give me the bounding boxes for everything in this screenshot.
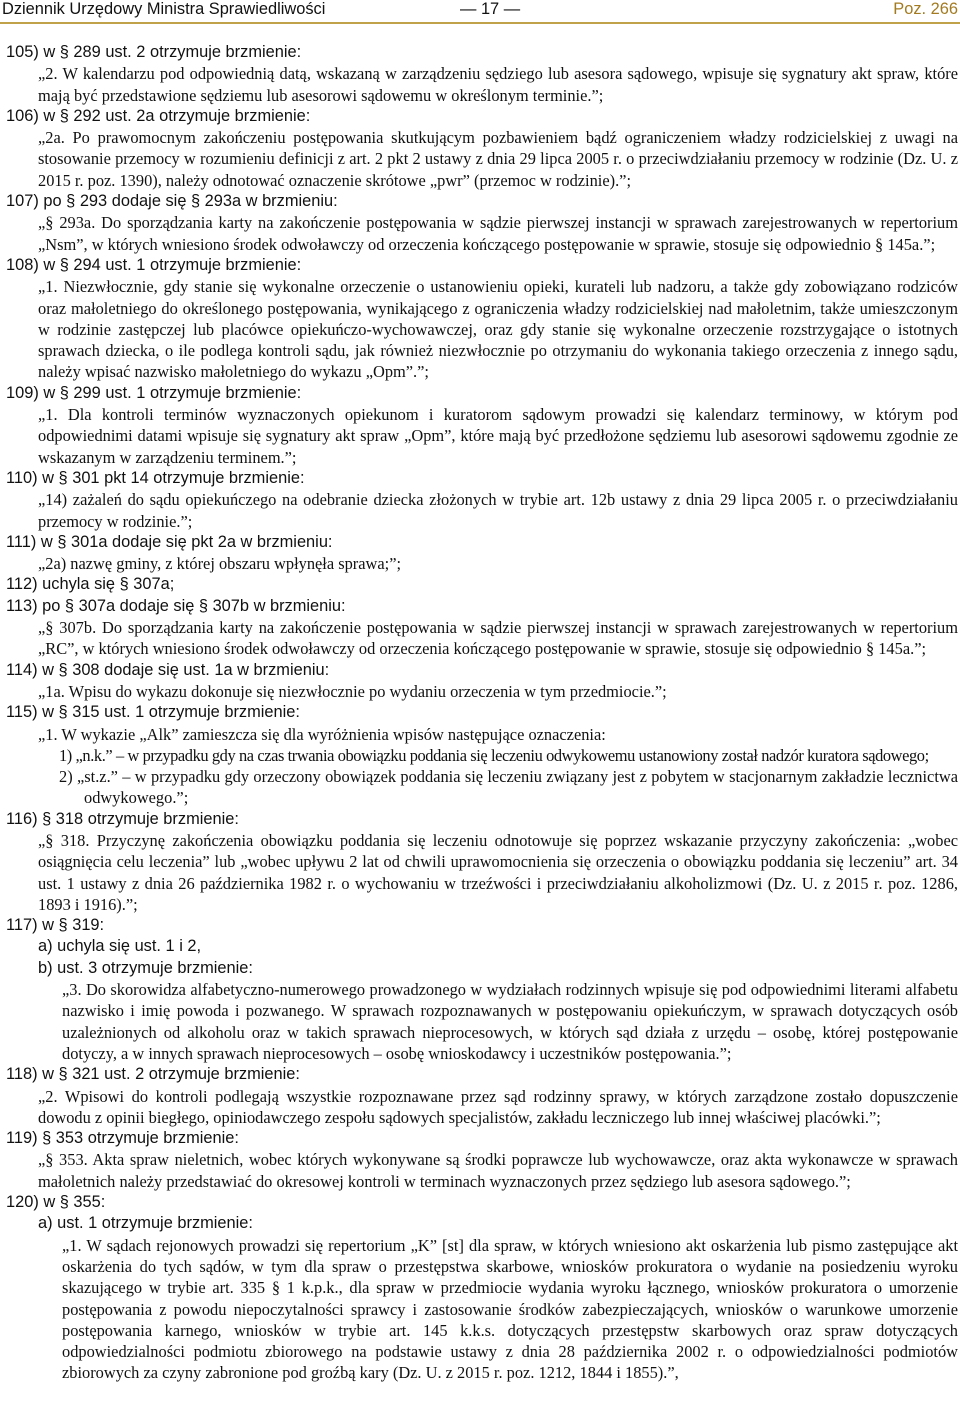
amendment-heading: 106) w § 292 ust. 2a otrzymuje brzmienie: (6, 106, 311, 125)
amendment-text: „2a) nazwę gminy, z której obszaru wpłynęła sprawa;”; (38, 554, 402, 574)
amendment-text: „1. Dla kontroli terminów wyznaczonych opiekunom i kuratorom sądowym prowadzi się kalendarz terminowy, w którym pod odpowiednimi datami wpisuje się sygnatury akt spraw „Opm”, które mają być przedłożone sędziemu lub asesorowi sądowemu zgodnie ze wskazanym w zarządzeniu terminem.”; (38, 405, 958, 467)
amendment-116 (0, 809, 958, 915)
amendment-subpoint-a: a) ust. 1 otrzymuje brzmienie: (38, 1214, 253, 1233)
amendment-text: „§ 293a. Do sporządzania karty na zakończenie postępowania w sądzie pierwszej instancji w sprawach zarejestrowanych w repertorium „Nsm”, w których wniesiono środek odwoławczy od orzeczenia kończącego postępowanie w sprawie, stosuje się odpowiednio § 145a.”; (38, 213, 958, 254)
amendment-107 (0, 191, 958, 255)
position-number: Poz. 266 (893, 0, 958, 18)
amendment-112 (0, 574, 958, 595)
amendment-heading: 114) w § 308 dodaje się ust. 1a w brzmieniu: (6, 660, 330, 679)
amendment-heading: 119) § 353 otrzymuje brzmienie: (6, 1129, 239, 1148)
amendment-heading: 105) w § 289 ust. 2 otrzymuje brzmienie: (6, 43, 302, 61)
amendment-heading: 111) w § 301a dodaje się pkt 2a w brzmieniu: (6, 532, 333, 551)
amendment-text: „1. Niezwłocznie, gdy stanie się wykonalne orzeczenie o ustanowieniu opieki, kurateli lub nadzoru, a także gdy zobowiązano rodziców oraz małoletniego do określonego postępowania, wynikającego z ograniczenia władzy rodzicielskiej nad małoletnim, także umieszczonym w rodzinie zastępczej lub placówce opiekuńczo-wychowawczej, oraz gdy stanie się wykonalne orzeczenie rozstrzygające o istotnych sprawach dziecka, o ile podlega kontroli sądu, jak również niezwłocznie po otrzymaniu do wykonania takiego orzeczenia z innego sądu, należy wpisać nazwisko małoletniego do wykazu „Opm”.”; (38, 277, 958, 382)
page-number: — 17 — (460, 0, 521, 18)
amendment-subpoint-a: a) uchyla się ust. 1 i 2, (38, 937, 202, 956)
amendment-heading: 117) w § 319: (6, 916, 105, 935)
amendment-114 (0, 660, 958, 703)
amendment-heading: 113) po § 307a dodaje się § 307b w brzmieniu: (6, 596, 346, 615)
document-body (0, 42, 958, 1384)
amendment-119 (0, 1128, 958, 1192)
amendment-heading: 115) w § 315 ust. 1 otrzymuje brzmienie: (6, 703, 300, 722)
amendment-heading: 110) w § 301 pkt 14 otrzymuje brzmienie: (6, 468, 305, 487)
header-rule (0, 22, 960, 24)
amendment-120 (0, 1192, 958, 1384)
amendment-heading: 116) § 318 otrzymuje brzmienie: (6, 809, 239, 828)
amendment-text: „1a. Wpisu do wykazu dokonuje się niezwłocznie po wydaniu orzeczenia w tym przedmiocie.”; (38, 681, 667, 701)
amendment-115 (0, 702, 958, 808)
amendment-heading: 120) w § 355: (6, 1193, 106, 1212)
amendment-110 (0, 468, 958, 532)
amendment-text: „§ 318. Przyczynę zakończenia obowiązku poddania się leczeniu odnotowuje się poprzez wskazanie przyczyny zakończenia: „wobec osiągnięcia celu leczenia” lub „wobec upływu 2 lat od chwili uprawomocnienia się orzeczenia o obowiązku poddania się leczeniu” art. 34 ust. 1 ustawy z dnia 26 października 1982 r. o wychowaniu w trzeźwości i przeciwdziałaniu alkoholizmowi (Dz. U. z 2015 r. poz. 1286, 1893 i 1916).”; (38, 830, 958, 914)
amendment-111 (0, 532, 958, 575)
amendment-text: „§ 353. Akta spraw nieletnich, wobec których wykonywane są środki poprawcze lub wychowawcze, oraz akta wykonawcze w sprawach małoletnich należy przedstawiać do okresowej kontroli w terminach wyznaczonych przez sędziego lub asesora sądowego.”; (38, 1150, 958, 1191)
amendment-text: „3. Do skorowidza alfabetyczno-numerowego prowadzonego w wydziałach rodzinnych wpisuje się pod odpowiednimi literami alfabetu nazwisko i imię powoda i pozwanego. W sprawach rozpoznawanych w postępowaniu opiekuńczym, w sprawach dotyczących osób uzależnionych od alkoholu oraz w takich sprawach nieprocesowych, w których sąd działa z urzędu – osobę, której postępowanie dotyczy, a w innych sprawach nieprocesowych – osobę wnioskodawcy i uczestników postępowania.”; (62, 980, 958, 1063)
amendment-text: „2. Wpisowi do kontroli podlegają wszystkie rozpoznawane przez sąd rodzinny sprawy, w których zarządzone zostało dopuszczenie dowodu z opinii biegłego, opiniodawczego zespołu sądowych specjalistów, zakładu leczniczego lub innej właściwej placówki.”; (38, 1086, 958, 1127)
amendment-105 (0, 42, 958, 106)
amendment-118 (0, 1064, 958, 1128)
amendment-106 (0, 106, 958, 191)
amendment-108 (0, 255, 958, 383)
amendment-109 (0, 383, 958, 468)
amendment-heading: 109) w § 299 ust. 1 otrzymuje brzmienie: (6, 383, 302, 402)
amendment-heading: 112) uchyla się § 307a; (6, 575, 175, 594)
amendment-text: „1. W wykazie „Alk” zamieszcza się dla wyróżnienia wpisów następujące oznaczenia: (38, 724, 606, 744)
amendment-heading: 108) w § 294 ust. 1 otrzymuje brzmienie: (6, 255, 302, 274)
amendment-117 (0, 915, 958, 1064)
amendment-text: „2. W kalendarzu pod odpowiednią datą, wskazaną w zarządzeniu sędziego lub asesora sądowego, wpisuje się sygnatury akt spraw, które mają być przedstawione sędziemu lub asesorowi sądowemu w określonym terminie.”; (38, 64, 958, 105)
amendment-point-1: 1) „n.k.” – w przypadku gdy na czas trwania obowiązku poddania się leczeniu odwykowemu ustanowiony został nadzór kuratora sądowego; (59, 745, 929, 765)
journal-title: Dziennik Urzędowy Ministra Sprawiedliwości (2, 0, 326, 18)
amendment-heading: 118) w § 321 ust. 2 otrzymuje brzmienie: (6, 1065, 300, 1084)
amendment-113 (0, 596, 958, 660)
amendment-text: „14) zażaleń do sądu opiekuńczego na odebranie dziecka złożonych w trybie art. 12b ustawy z dnia 29 lipca 2005 r. o przeciwdziałaniu przemocy w rodzinie.”; (38, 490, 958, 531)
amendment-text: „§ 307b. Do sporządzania karty na zakończenie postępowania w sądzie pierwszej instancji w sprawach zarejestrowanych w repertorium „RC”, w których wniesiono środek odwoławczy od orzeczenia kończącego postępowanie w sprawie, stosuje się odpowiednio § 145a.”; (38, 618, 958, 659)
amendment-text: „1. W sądach rejonowych prowadzi się repertorium „K” [st] dla spraw, w których wniesiono akt oskarżenia lub pismo zastępujące akt oskarżenia do tych sądów, w tym dla spraw o przestępstwa skarbowe, wniosków prokuratora o wydanie na posiedzeniu wyroku skazującego w trybie art. 335 § 1 k.p.k., dla spraw w przedmiocie wydania wyroku łącznego, wniosków prokuratora o umorzenie postępowania z powodu niepoczytalności sprawcy i zastosowanie środków zabezpieczających, wniosków o warunkowe umorzenie postępowania karnego, wniosków w trybie art. 145 k.k.s. dotyczących przestępstw skarbowych oraz spraw dotyczących odpowiedzialności podmiotu zbiorowego na podstawie ustawy z dnia 28 października 2002 r. o odpowiedzialności podmiotów zbiorowych za czyny zabronione pod groźbą kary (Dz. U. z 2015 r. poz. 1212, 1844 i 1855).”, (62, 1235, 958, 1383)
amendment-text: „2a. Po prawomocnym zakończeniu postępowania skutkującym pozbawieniem bądź ograniczeniem władzy rodzicielskiej z uwagi na stosowanie przemocy w rozumieniu definicji z art. 2 pkt 2 ustawy z dnia 29 lipca 2005 r. o przeciwdziałaniu przemocy w rodzinie (Dz. U. z 2015 r. poz. 1390), należy odnotować oznaczenie skrótowe „pwr” (przemoc w rodzinie).”; (38, 128, 958, 190)
amendment-subpoint-b: b) ust. 3 otrzymuje brzmienie: (38, 958, 253, 977)
page-header (0, 0, 960, 24)
amendment-heading: 107) po § 293 dodaje się § 293a w brzmieniu: (6, 192, 338, 211)
amendment-point-2: 2) „st.z.” – w przypadku gdy orzeczony obowiązek poddania się leczeniu związany jest z pobytem w stacjonarnym zakładzie lecznictwa odwykowego.”; (59, 767, 958, 808)
